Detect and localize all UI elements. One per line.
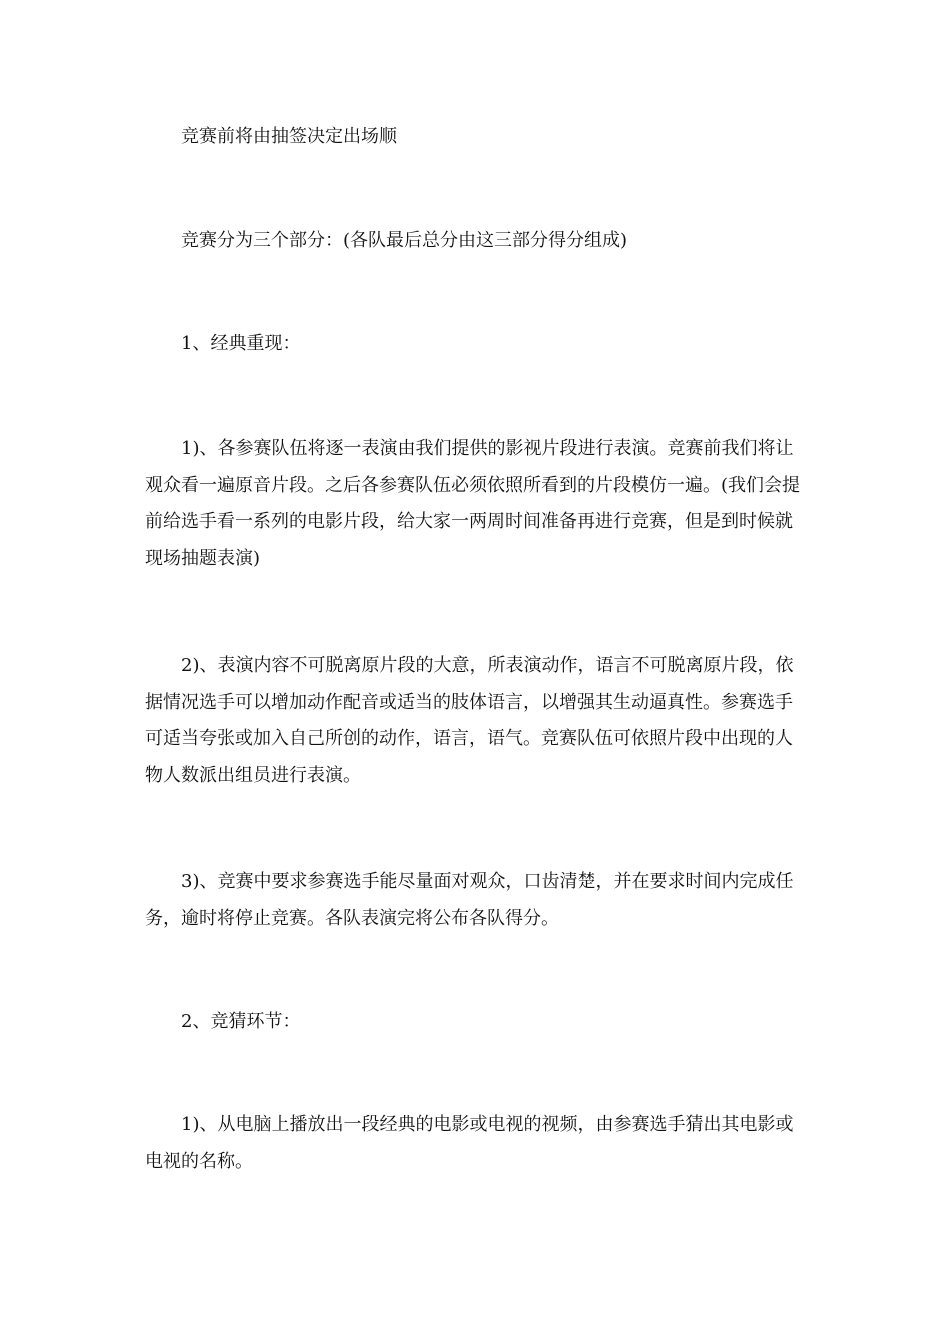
paragraph-rule-2-1: 1)、从电脑上播放出一段经典的电影或电视的视频，由参赛选手猜出其电影或电视的名称。 <box>145 1114 794 1172</box>
paragraph-draw-order: 竞赛前将由抽签决定出场顺 <box>181 126 397 147</box>
paragraph-rule-1-3: 3)、竞赛中要求参赛选手能尽量面对观众，口齿清楚，并在要求时间内完成任务，逾时将停止竞赛。各队表演完将公布各队得分。 <box>145 871 794 929</box>
section-heading-guessing-round: 2、竞猜环节： <box>181 1011 301 1032</box>
paragraph-competition-parts: 竞赛分为三个部分：(各队最后总分由这三部分得分组成) <box>181 230 628 251</box>
paragraph-rule-1-1: 1)、各参赛队伍将逐一表演由我们提供的影视片段进行表演。竞赛前我们将让观众看一遍原音片段。之后各参赛队伍必须依照所看到的片段模仿一遍。(我们会提前给选手看一系列的电影片段，给大家一两周时间准备再进行竞赛，但是到时候就现场抽题表演) <box>145 438 801 569</box>
paragraph-rule-1-2: 2)、表演内容不可脱离原片段的大意，所表演动作，语言不可脱离原片段，依据情况选手可以增加动作配音或适当的肢体语言，以增强其生动逼真性。参赛选手可适当夸张或加入自己所创的动作，语言，语气。竞赛队伍可依照片段中出现的人物人数派出组员进行表演。 <box>145 655 794 786</box>
section-heading-classic-reenactment: 1、经典重现： <box>181 333 301 354</box>
